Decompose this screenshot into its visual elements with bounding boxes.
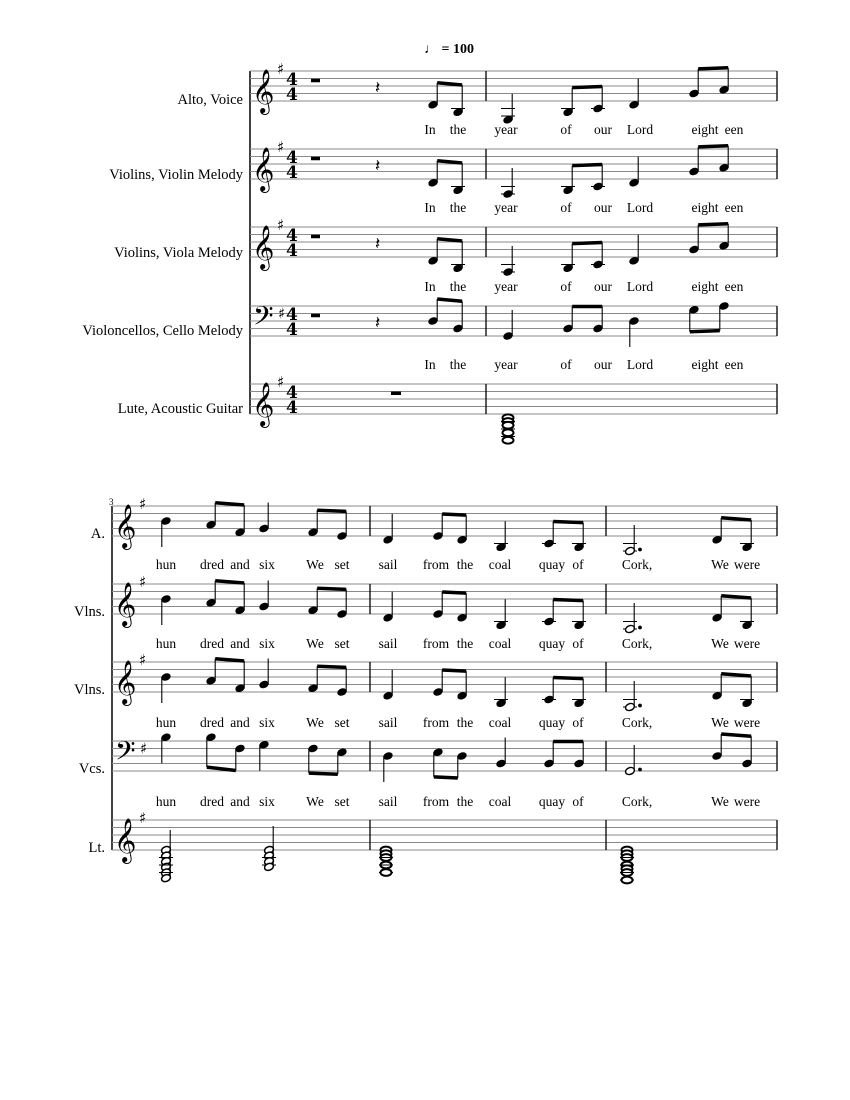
lyric-syllable: hun	[155, 557, 177, 572]
lyric-syllable: were	[733, 557, 761, 572]
treble-clef-icon: 𝄞	[252, 382, 275, 426]
lyric-syllable: Cork,	[621, 636, 653, 651]
beam	[698, 146, 728, 147]
treble-clef-icon: 𝄞	[114, 660, 137, 704]
staff-5	[250, 384, 777, 414]
lyric-syllable: sail	[378, 557, 398, 572]
beam	[437, 299, 462, 301]
instrument-label-alto-voice: Alto, Voice	[177, 92, 243, 108]
instrument-label-violins-short-2: Vlns.	[73, 682, 105, 698]
quarter-rest-icon: 𝄽	[375, 234, 381, 254]
lyric-syllable: our	[594, 122, 612, 137]
lyric-syllable: the	[456, 715, 474, 730]
beam	[442, 592, 466, 593]
dot	[639, 704, 642, 707]
treble-clef-icon: 𝄞	[114, 582, 137, 626]
lyric-syllable: In	[424, 122, 436, 137]
lyric-syllable: the	[449, 357, 467, 372]
lyric-syllable: of	[560, 279, 572, 294]
time-signature-denominator: 4	[286, 241, 298, 261]
lyric-syllable: coal	[488, 636, 512, 651]
lyric-syllable: set	[334, 794, 350, 809]
half-rest-icon	[311, 79, 320, 83]
time-signature-denominator: 4	[286, 320, 298, 340]
lyric-syllable: quay	[538, 557, 566, 572]
beam	[572, 165, 602, 166]
lyric-syllable: een	[724, 200, 744, 215]
lyric-syllable: the	[456, 557, 474, 572]
lyric-syllable: set	[334, 557, 350, 572]
whole-notehead	[503, 422, 514, 429]
lyric-syllable: of	[560, 122, 572, 137]
sharp-icon: ♯	[277, 60, 285, 78]
time-signature-denominator: 4	[286, 85, 298, 105]
lyric-syllable: the	[456, 794, 474, 809]
beam	[434, 777, 458, 778]
time-signature-numerator: 4	[286, 305, 298, 325]
beam	[721, 674, 751, 676]
lyric-syllable: and	[230, 636, 250, 651]
instrument-label-cellos-short: Vcs.	[78, 761, 105, 777]
beam	[442, 670, 466, 671]
beam	[437, 83, 462, 85]
sharp-icon: ♯	[277, 138, 285, 156]
sharp-icon: ♯	[139, 809, 147, 827]
beam	[721, 596, 751, 598]
instrument-label-viola-melody: Violins, Viola Melody	[114, 245, 243, 261]
lyric-syllable: the	[456, 636, 474, 651]
whole-notehead	[622, 877, 633, 884]
time-signature-denominator: 4	[286, 398, 298, 418]
lyric-syllable: set	[334, 715, 350, 730]
lyric-syllable: In	[424, 200, 436, 215]
sharp-icon: ♯	[139, 495, 147, 513]
instrument-label-lute-guitar: Lute, Acoustic Guitar	[117, 401, 243, 417]
sharp-icon: ♯	[277, 373, 285, 391]
lyric-syllable: year	[494, 200, 518, 215]
time-signature-numerator: 4	[286, 70, 298, 90]
lyric-syllable: of	[560, 357, 572, 372]
time-signature-denominator: 4	[286, 163, 298, 183]
lyric-syllable: eight	[691, 122, 719, 137]
lyric-syllable: year	[494, 357, 518, 372]
lyric-syllable: coal	[488, 557, 512, 572]
lyric-syllable: een	[724, 279, 744, 294]
lyric-syllable: hun	[155, 794, 177, 809]
beam	[215, 581, 244, 583]
lyric-syllable: sail	[378, 715, 398, 730]
lyric-syllable: We	[306, 557, 324, 572]
lyric-syllable: coal	[488, 715, 512, 730]
lyric-syllable: We	[711, 794, 729, 809]
treble-clef-icon: 𝄞	[114, 504, 137, 548]
lyric-syllable: sail	[378, 636, 398, 651]
lyric-syllable: Lord	[626, 200, 654, 215]
half-rest-icon	[311, 157, 320, 161]
half-rest-icon	[311, 235, 320, 239]
lyric-syllable: een	[724, 357, 744, 372]
lyric-syllable: were	[733, 715, 761, 730]
lyric-syllable: In	[424, 279, 436, 294]
instrument-label-violin-melody: Violins, Violin Melody	[109, 167, 243, 183]
lyric-syllable: eight	[691, 279, 719, 294]
lyric-syllable: six	[259, 715, 275, 730]
beam	[215, 503, 244, 505]
beam	[437, 239, 462, 241]
tempo-value: = 100	[441, 42, 474, 57]
beam	[317, 510, 346, 511]
whole-notehead	[503, 437, 514, 444]
lyric-syllable: We	[711, 715, 729, 730]
sharp-icon: ♯	[139, 651, 147, 669]
lyric-syllable: eight	[691, 357, 719, 372]
treble-clef-icon: 𝄞	[252, 147, 275, 191]
quarter-rest-icon: 𝄽	[375, 78, 381, 98]
sharp-icon: ♯	[278, 304, 286, 323]
lyric-syllable: from	[422, 794, 450, 809]
beam	[698, 224, 728, 225]
lyric-syllable: Cork,	[621, 557, 653, 572]
time-signature-numerator: 4	[286, 226, 298, 246]
lyric-syllable: the	[449, 122, 467, 137]
lyric-syllable: hun	[155, 636, 177, 651]
lyric-syllable: quay	[538, 715, 566, 730]
beam	[207, 767, 236, 770]
whole-notehead	[381, 869, 392, 876]
lyric-syllable: and	[230, 715, 250, 730]
lyric-syllable: of	[572, 794, 584, 809]
lyric-syllable: Cork,	[621, 794, 653, 809]
quarter-note-icon: ♩	[424, 42, 438, 57]
treble-clef-icon: 𝄞	[252, 225, 275, 269]
lyric-syllable: of	[572, 557, 584, 572]
lyric-syllable: year	[494, 122, 518, 137]
quarter-rest-icon: 𝄽	[375, 156, 381, 176]
beam	[553, 600, 583, 601]
lyric-syllable: six	[259, 794, 275, 809]
beam	[721, 518, 751, 520]
lyric-syllable: We	[306, 636, 324, 651]
lyric-syllable: quay	[538, 794, 566, 809]
beam	[317, 588, 346, 589]
lyric-syllable: were	[733, 794, 761, 809]
lyric-syllable: and	[230, 794, 250, 809]
lyric-syllable: our	[594, 357, 612, 372]
beam	[698, 68, 728, 69]
lyric-syllable: the	[449, 279, 467, 294]
beam	[553, 522, 583, 523]
lyric-syllable: We	[306, 794, 324, 809]
lyric-syllable: were	[733, 636, 761, 651]
beam	[215, 659, 244, 661]
lyric-syllable: In	[424, 357, 436, 372]
half-rest-icon	[311, 314, 320, 318]
staff-s2-5	[112, 820, 777, 850]
whole-notehead	[503, 429, 514, 436]
sharp-icon: ♯	[277, 216, 285, 234]
lyric-syllable: quay	[538, 636, 566, 651]
lyric-syllable: We	[711, 636, 729, 651]
lyric-syllable: from	[422, 715, 450, 730]
bass-clef-icon: 𝄢	[115, 735, 136, 773]
lyric-syllable: eight	[691, 200, 719, 215]
beam	[572, 87, 602, 88]
lyric-syllable: dred	[200, 794, 224, 809]
beam	[437, 161, 462, 163]
instrument-label-cello-melody: Violoncellos, Cello Melody	[82, 323, 243, 339]
treble-clef-icon: 𝄞	[114, 818, 137, 862]
lyric-syllable: set	[334, 636, 350, 651]
lyric-syllable: of	[572, 636, 584, 651]
beam	[309, 773, 338, 774]
beam	[690, 331, 720, 332]
sharp-icon: ♯	[139, 573, 147, 591]
treble-clef-icon: 𝄞	[252, 69, 275, 113]
lyric-syllable: Lord	[626, 357, 654, 372]
lyric-syllable: dred	[200, 715, 224, 730]
lyric-syllable: of	[572, 715, 584, 730]
beam	[553, 678, 583, 679]
measure-number: 3	[109, 497, 114, 507]
beam	[442, 514, 466, 515]
lyric-syllable: our	[594, 279, 612, 294]
instrument-label-lute-short: Lt.	[88, 840, 105, 856]
time-signature-numerator: 4	[286, 383, 298, 403]
quarter-rest-icon: 𝄽	[375, 313, 381, 333]
lyric-syllable: our	[594, 200, 612, 215]
lyric-syllable: sail	[378, 794, 398, 809]
lyric-syllable: Lord	[626, 279, 654, 294]
bass-clef-icon: 𝄢	[253, 300, 274, 338]
lyric-syllable: een	[724, 122, 744, 137]
lyric-syllable: We	[711, 557, 729, 572]
lyric-syllable: year	[494, 279, 518, 294]
sharp-icon: ♯	[140, 739, 148, 758]
lyric-syllable: six	[259, 557, 275, 572]
lyric-syllable: from	[422, 557, 450, 572]
beam	[721, 734, 751, 736]
dot	[639, 626, 642, 629]
lyric-syllable: six	[259, 636, 275, 651]
beam	[572, 243, 602, 244]
lyric-syllable: from	[422, 636, 450, 651]
beam	[317, 666, 346, 667]
instrument-label-alto-short: A.	[90, 526, 105, 542]
lyric-syllable: dred	[200, 636, 224, 651]
instrument-label-violins-short-1: Vlns.	[73, 604, 105, 620]
lyric-syllable: the	[449, 200, 467, 215]
lyric-syllable: hun	[155, 715, 177, 730]
lyric-syllable: Cork,	[621, 715, 653, 730]
lyric-syllable: Lord	[626, 122, 654, 137]
whole-rest-icon	[391, 392, 401, 396]
dot	[639, 548, 642, 551]
lyric-syllable: coal	[488, 794, 512, 809]
lyric-syllable: dred	[200, 557, 224, 572]
lyric-syllable: of	[560, 200, 572, 215]
lyric-syllable: We	[306, 715, 324, 730]
lyric-syllable: and	[230, 557, 250, 572]
time-signature-numerator: 4	[286, 148, 298, 168]
